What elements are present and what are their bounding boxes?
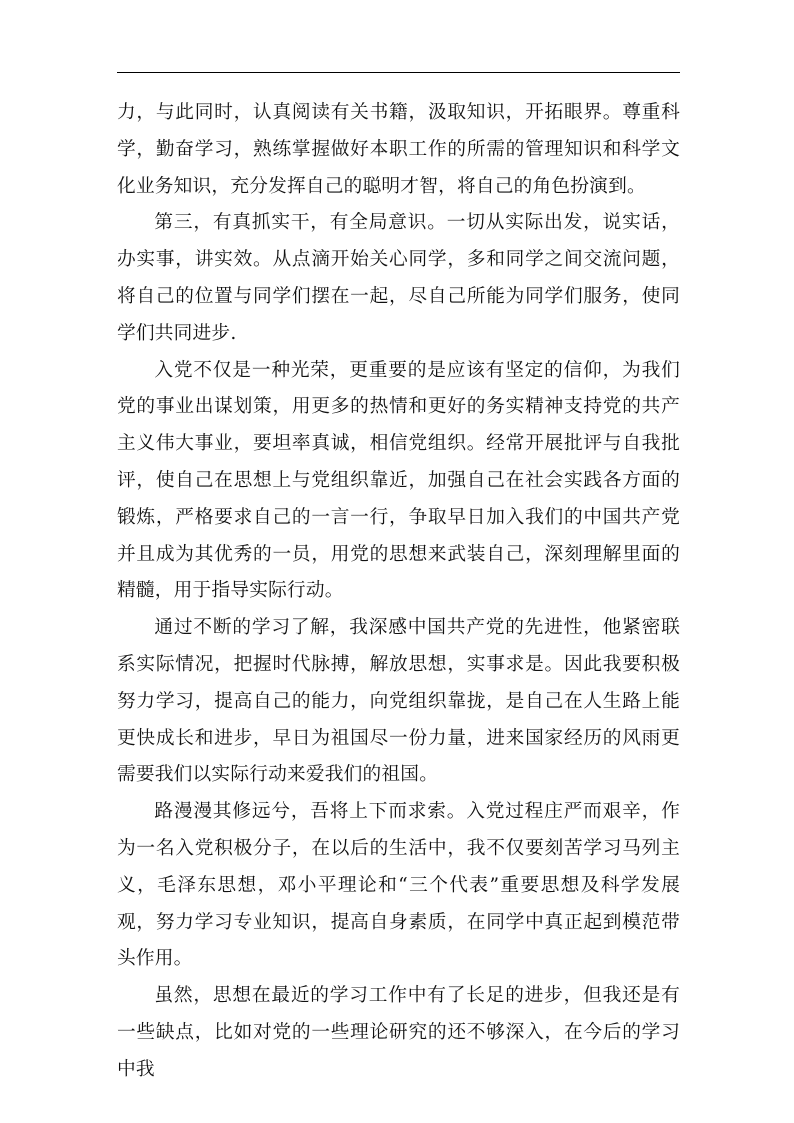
document-body [117, 95, 680, 1089]
paragraph-1: 力，与此同时，认真阅读有关书籍，汲取知识，开拓眼界。尊重科学，勤奋学习，熟练掌握做好本职工作的所需的管理知识和科学文化业务知识，充分发挥自己的聪明才智，将自己的角色扮演到。 [117, 102, 680, 197]
paragraph-4: 通过不断的学习了解，我深感中国共产党的先进性，他紧密联系实际情况，把握时代脉搏，解放思想，实事求是。因此我要积极努力学习，提高自己的能力，向党组织靠拢，是自己在人生路上能更快成长和进步，早日为祖国尽一份力量，进来国家经历的风雨更需要我们以实际行动来爱我们的祖国。 [117, 617, 680, 786]
header-rule [117, 72, 680, 73]
paragraph-6: 虽然，思想在最近的学习工作中有了长足的进步，但我还是有一些缺点，比如对党的一些理论研究的还不够深入，在今后的学习中我 [117, 985, 680, 1080]
paragraph-3: 入党不仅是一种光荣，更重要的是应该有坚定的信仰，为我们党的事业出谋划策，用更多的热情和更好的务实精神支持党的共产主义伟大事业，要坦率真诚，相信党组织。经常开展批评与自我批评，使自己在思想上与党组织靠近，加强自己在社会实践各方面的锻炼，严格要求自己的一言一行，争取早日加入我们的中国共产党并且成为其优秀的一员，用党的思想来武装自己，深刻理解里面的精髓，用于指导实际行动。 [117, 359, 680, 602]
paragraph-2: 第三，有真抓实干，有全局意识。一切从实际出发，说实话，办实事，讲实效。从点滴开始关心同学，多和同学之间交流问题，将自己的位置与同学们摆在一起，尽自己所能为同学们服务，使同学们共同进步. [117, 212, 680, 344]
paragraph-5: 路漫漫其修远兮，吾将上下而求索。入党过程庄严而艰辛，作为一名入党积极分子，在以后的生活中，我不仅要刻苦学习马列主义，毛泽东思想，邓小平理论和“三个代表”重要思想及科学发展观，努力学习专业知识，提高自身素质，在同学中真正起到模范带头作用。 [117, 801, 680, 970]
